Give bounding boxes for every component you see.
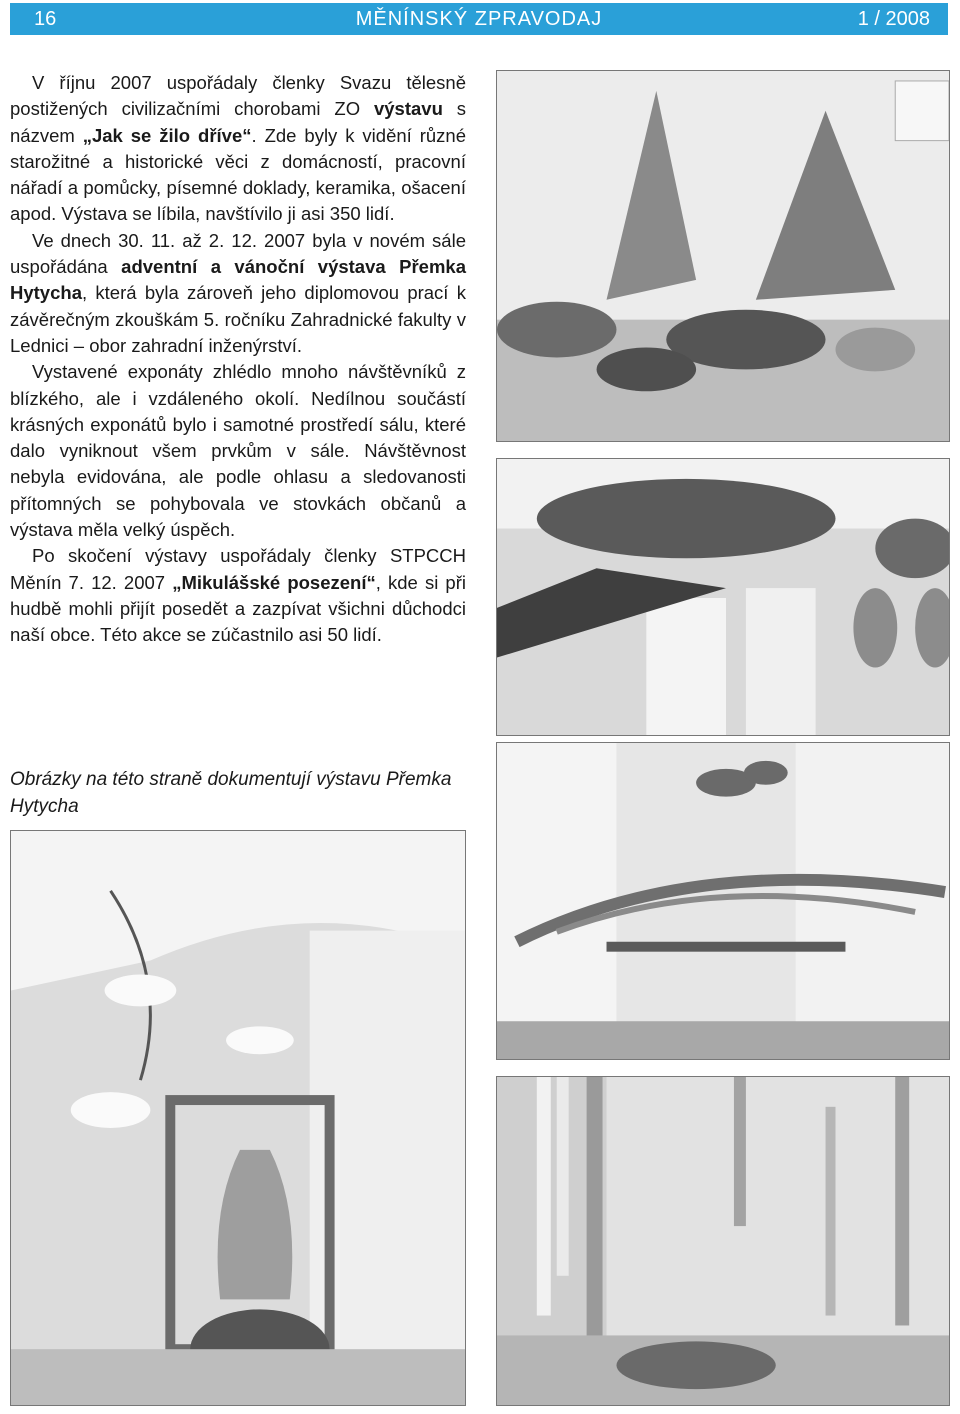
article-body: [10, 70, 466, 649]
publication-title: MĚNÍNSKÝ ZPRAVODAJ: [355, 7, 603, 30]
photo-cone-decorations: [496, 70, 950, 442]
page-number: 16: [34, 7, 57, 30]
paragraph-visitors: Vystavené exponáty zhlédlo mnoho návštěvníků z blízkého, ale i vzdáleného okolí. Nedílnou součástí krásných exponátů bylo i samotné prostředí sálu, které dalo vyniknout všem prvkům v sále. Návštěvnost nebyla evidována, ale podle ohlasu a sledovanosti přítomných se pohybovala ve stovkách občanů a výstava měla velký úspěch.: [10, 361, 466, 541]
paragraph-advent-exhibition: Ve dnech 30. 11. až 2. 12. 2007 byla v novém sále uspořádána adventní a vánoční výstava Přemka Hytycha, která byla zároveň jeho diplomovou prací k závěrečným zkouškám 5. ročníku Zahradnické fakulty v Lednici – obor zahradní inženýrství.: [10, 229, 466, 356]
photo-caption: Obrázky na této straně dokumentují výstavu Přemka Hytycha: [10, 769, 452, 817]
paragraph-st-nicholas: Po skočení výstavy uspořádaly členky STPCCH Měnín 7. 12. 2007 „Mikulášské posezení“, kde si při hudbě mohli přijít posedět a zazpívat všichni důchodci naší obce. Této akce se zúčastnilo asi 50 lidí.: [10, 545, 466, 646]
photo-birds-frame: [10, 830, 466, 1406]
issue-number: 1 / 2008: [857, 7, 930, 30]
paragraph-exhibition-past: V říjnu 2007 uspořádaly členky Svazu tělesně postižených civilizačními chorobami ZO výstavu s názvem „Jak se žilo dříve“. Zde byly k vidění různé starožitné a historické věci z domácností, pracovní nářadí a pomůcky, písemné doklady, keramika, ošacení apod. Výstava se líbila, navštívilo ji asi 350 lidí.: [10, 72, 467, 225]
page-header: [10, 3, 948, 35]
photo-hanging-ornaments: [496, 1076, 950, 1406]
photo-branch-table: [496, 742, 950, 1060]
photo-flower-display: [496, 458, 950, 736]
